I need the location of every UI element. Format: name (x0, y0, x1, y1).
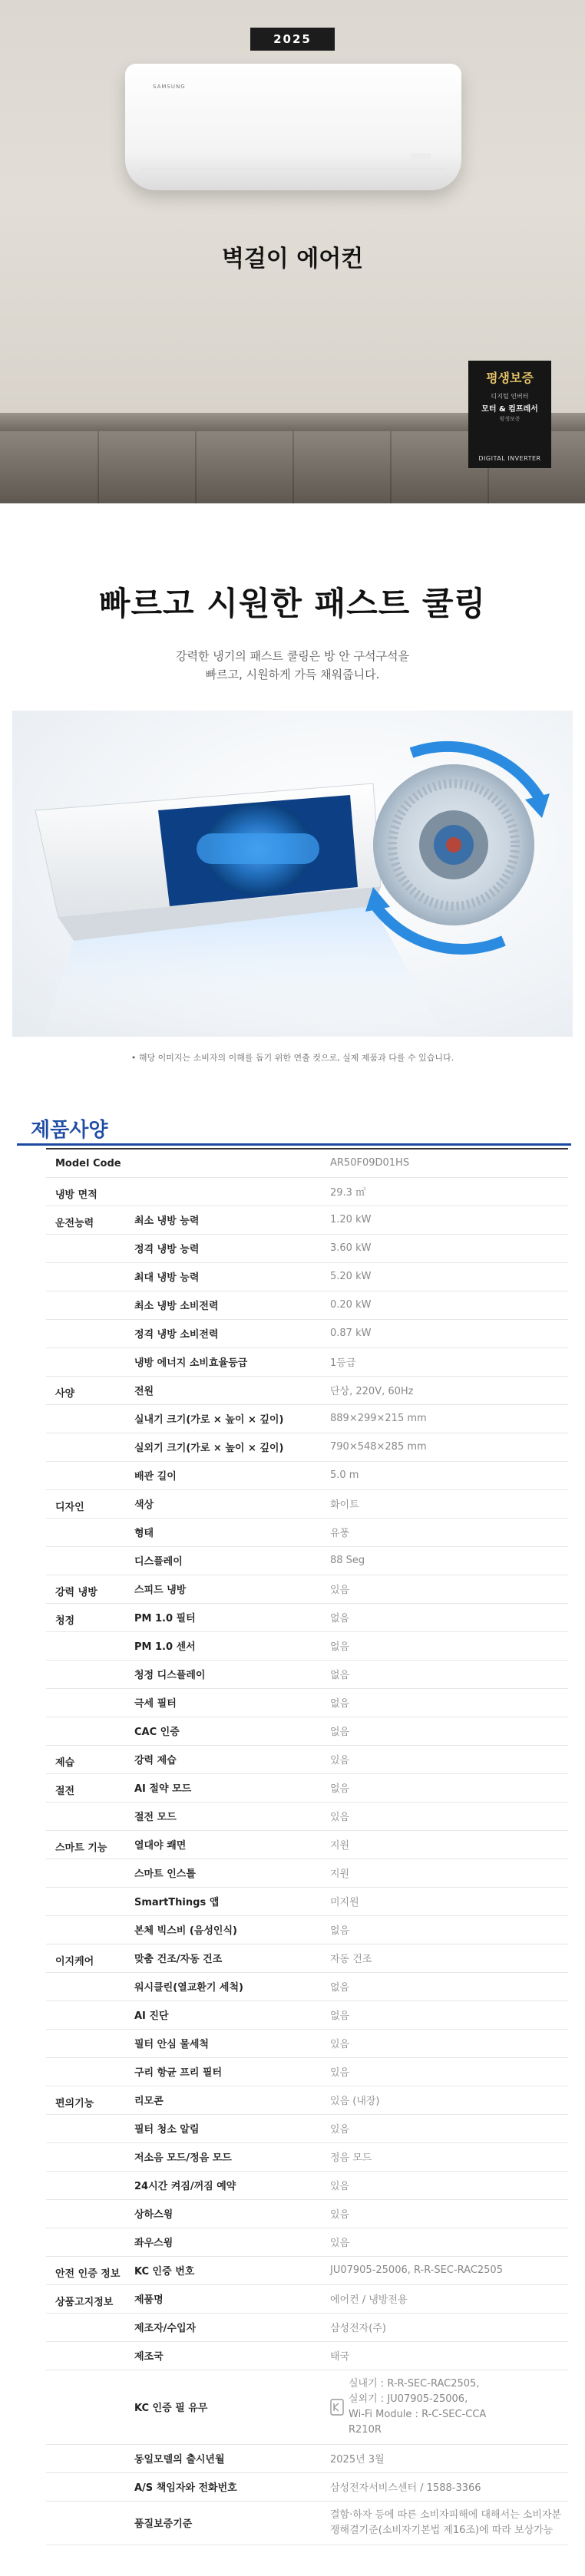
spec-group-label (46, 1404, 134, 1433)
spec-value: 있음 (330, 1745, 568, 1773)
spec-value: 지원 (330, 1859, 568, 1887)
spec-row (46, 2444, 568, 2472)
badge-line3: 평생보증 (499, 416, 521, 422)
spec-item-label: 구리 항균 프리 필터 (134, 2057, 330, 2086)
air-conditioner-unit-image (125, 64, 461, 190)
spec-value: 지원 (330, 1830, 568, 1859)
spec-value: 3.60 kW (330, 1234, 568, 1262)
spec-item-label: 워시클린(열교환기 세척) (134, 1972, 330, 2000)
spec-group-label (46, 1631, 134, 1660)
spec-row (46, 1603, 568, 1631)
spec-header (0, 1064, 585, 1148)
image-disclaimer: • 해당 이미지는 소비자의 이해를 돕기 위한 연출 컷으로, 실제 제품과 다를 수 있습니다. (131, 1053, 454, 1063)
spec-value: 있음 (330, 2228, 568, 2256)
spec-section (0, 1064, 585, 2576)
spec-value: 있음 (330, 2171, 568, 2199)
spec-value: 2025년 3월 (330, 2444, 568, 2472)
spec-item-label: A/S 책임자와 전화번호 (134, 2472, 330, 2501)
spec-row (46, 2341, 568, 2370)
spec-row (46, 1802, 568, 1830)
spec-row (46, 1745, 568, 1773)
spec-row (46, 1660, 568, 1688)
spec-row (46, 1291, 568, 1319)
spec-group-label (46, 2000, 134, 2029)
spec-item-label: 품질보증기준 (134, 2501, 330, 2545)
spec-row (46, 1489, 568, 1518)
spec-item-label: 제조국 (134, 2341, 330, 2370)
spec-group-label (46, 1660, 134, 1688)
spec-item-label: 실내기 크기(가로 × 높이 × 깊이) (134, 1404, 330, 1433)
spec-row (46, 1461, 568, 1489)
spec-row (46, 1347, 568, 1376)
spec-row (46, 2114, 568, 2142)
spec-value: 유풍 (330, 1518, 568, 1546)
spec-group-label (46, 2313, 134, 2341)
spec-item-label: 냉방 에너지 소비효율등급 (134, 1347, 330, 1376)
spec-row (46, 2171, 568, 2199)
spec-group-label (46, 1234, 134, 1262)
spec-item-label: 상하스윙 (134, 2199, 330, 2228)
spec-row (46, 1149, 568, 1177)
spec-value: 없음 (330, 1972, 568, 2000)
fast-cooling-section (0, 503, 585, 1064)
spec-value: 없음 (330, 1717, 568, 1745)
spec-row (46, 1575, 568, 1603)
spec-value: 삼성전자(주) (330, 2313, 568, 2341)
spec-item-label: AI 절약 모드 (134, 1773, 330, 1802)
spec-group-label: 제습 (46, 1745, 134, 1773)
spec-row (46, 2228, 568, 2256)
spec-row (46, 2370, 568, 2444)
spec-group-label (46, 1717, 134, 1745)
spec-group-label: 스마트 기능 (46, 1830, 134, 1859)
spec-item-label: 제품명 (134, 2284, 330, 2313)
spec-item-label: 좌우스윙 (134, 2228, 330, 2256)
spec-row (46, 2284, 568, 2313)
spec-title: 제품사양 (31, 1119, 108, 1142)
spec-value: 88 Seg (330, 1546, 568, 1575)
spec-group-label (46, 2444, 134, 2472)
spec-item-label: AI 진단 (134, 2000, 330, 2029)
spec-group-label: 절전 (46, 1773, 134, 1802)
spec-value: 없음 (330, 1631, 568, 1660)
kc-mark-icon (330, 2399, 344, 2416)
spec-row (46, 1319, 568, 1347)
spec-item-label: 디스플레이 (134, 1546, 330, 1575)
spec-row (46, 1518, 568, 1546)
fast-cooling-illustration (12, 711, 573, 1037)
spec-item-label: 정격 냉방 소비전력 (134, 1319, 330, 1347)
spec-row (46, 1262, 568, 1291)
spec-item-label: 배관 길이 (134, 1461, 330, 1489)
spec-group-label (46, 2501, 134, 2545)
spec-item-label (134, 1149, 330, 1177)
spec-value: 0.20 kW (330, 1291, 568, 1319)
spec-row (46, 2199, 568, 2228)
fast-cooling-image (12, 711, 573, 1037)
spec-group-label: Model Code (46, 1149, 134, 1177)
spec-value: 화이트 (330, 1489, 568, 1518)
spec-item-label: 저소음 모드/정음 모드 (134, 2142, 330, 2171)
spec-item-label (134, 1177, 330, 1206)
lifetime-warranty-badge (468, 361, 551, 468)
hero-banner (0, 0, 585, 503)
spec-row (46, 1830, 568, 1859)
spec-row (46, 1376, 568, 1404)
spec-row (46, 2000, 568, 2029)
spec-group-label (46, 2199, 134, 2228)
spec-group-label (46, 2341, 134, 2370)
spec-value: 있음 (330, 2057, 568, 2086)
spec-item-label: 24시간 켜짐/꺼짐 예약 (134, 2171, 330, 2199)
spec-item-label: 전원 (134, 1376, 330, 1404)
spec-group-label (46, 1887, 134, 1915)
spec-value: JU07905-25006, R-R-SEC-RAC2505 (330, 2256, 568, 2284)
spec-group-label (46, 2472, 134, 2501)
spec-value: 단상, 220V, 60Hz (330, 1376, 568, 1404)
spec-row (46, 1944, 568, 1972)
spec-row (46, 1631, 568, 1660)
spec-group-label (46, 1291, 134, 1319)
spec-row (46, 2029, 568, 2057)
fast-cooling-title: 빠르고 시원한 패스트 쿨링 (98, 585, 487, 622)
spec-item-label: 스마트 인스톨 (134, 1859, 330, 1887)
spec-item-label: 열대야 쾌면 (134, 1830, 330, 1859)
spec-group-label (46, 1802, 134, 1830)
spec-value: 5.20 kW (330, 1262, 568, 1291)
spec-item-label: KC 인증 필 유무 (134, 2370, 330, 2444)
spec-row (46, 2501, 568, 2545)
year-badge: 2025 (250, 28, 335, 51)
spec-item-label: 맞춤 건조/자동 건조 (134, 1944, 330, 1972)
spec-value: 있음 (330, 2199, 568, 2228)
spec-row (46, 1433, 568, 1461)
spec-row (46, 1206, 568, 1234)
spec-table (46, 1148, 568, 2545)
spec-item-label: 필터 안심 물세척 (134, 2029, 330, 2057)
spec-value: 삼성전자서비스센터 / 1588-3366 (330, 2472, 568, 2501)
spec-group-label (46, 1433, 134, 1461)
spec-item-label: 필터 청소 알림 (134, 2114, 330, 2142)
spec-group-label: 이지케어 (46, 1944, 134, 1972)
spec-group-label: 사양 (46, 1376, 134, 1404)
fast-cooling-desc-2: 빠르고, 시원하게 가득 채워줍니다. (205, 668, 380, 681)
spec-row (46, 1915, 568, 1944)
kc-line: Wi-Fi Module : R-C-SEC-CCA (349, 2408, 487, 2420)
spec-group-label: 강력 냉방 (46, 1575, 134, 1603)
kc-line: 실외기 : JU07905-25006, (349, 2393, 468, 2405)
spec-item-label: 최대 냉방 능력 (134, 1262, 330, 1291)
spec-value: 있음 (330, 2029, 568, 2057)
spec-group-label: 상품고지정보 (46, 2284, 134, 2313)
kc-line: 실내기 : R-R-SEC-RAC2505, (349, 2377, 480, 2390)
spec-item-label: CAC 인증 (134, 1717, 330, 1745)
spec-row (46, 1717, 568, 1745)
spec-group-label: 청정 (46, 1603, 134, 1631)
spec-value: 790×548×285 mm (330, 1433, 568, 1461)
spec-title-rule (17, 1143, 571, 1146)
fast-cooling-desc-1: 강력한 냉기의 패스트 쿨링은 방 안 구석구석을 (176, 649, 409, 663)
spec-value: 있음 (330, 2114, 568, 2142)
spec-group-label (46, 1688, 134, 1717)
spec-item-label: 최소 냉방 소비전력 (134, 1291, 330, 1319)
spec-row (46, 1404, 568, 1433)
spec-item-label: 동일모델의 출시년월 (134, 2444, 330, 2472)
spec-value: 없음 (330, 1660, 568, 1688)
spec-row (46, 1773, 568, 1802)
spec-value: 889×299×215 mm (330, 1404, 568, 1433)
spec-group-label (46, 1347, 134, 1376)
spec-value: AR50F09D01HS (330, 1149, 568, 1177)
spec-item-label: KC 인증 번호 (134, 2256, 330, 2284)
spec-group-label: 디자인 (46, 1489, 134, 1518)
spec-value: 없음 (330, 1688, 568, 1717)
spec-group-label: 운전능력 (46, 1206, 134, 1234)
display-window (411, 153, 431, 160)
spec-row (46, 2256, 568, 2284)
spec-value: 5.0 m (330, 1461, 568, 1489)
spec-row (46, 2313, 568, 2341)
spec-group-label (46, 1461, 134, 1489)
spec-group-label (46, 1915, 134, 1944)
vent-slit (140, 168, 446, 170)
spec-value: 태국 (330, 2341, 568, 2370)
spec-row (46, 1688, 568, 1717)
spec-value: 29.3 ㎡ (330, 1177, 568, 1206)
spec-value: 결함·하자 등에 따른 소비자피해에 대해서는 소비자분쟁해결기준(소비자기본법 제16조)에 따라 보상가능 (330, 2501, 568, 2545)
spec-value: 에어컨 / 냉방전용 (330, 2284, 568, 2313)
spec-group-label (46, 1972, 134, 2000)
spec-group-label (46, 2171, 134, 2199)
spec-group-label (46, 2142, 134, 2171)
spec-item-label: 형태 (134, 1518, 330, 1546)
kc-line: R210R (349, 2423, 382, 2436)
spec-item-label: 최소 냉방 능력 (134, 1206, 330, 1234)
spec-value: 없음 (330, 1603, 568, 1631)
spec-item-label: 색상 (134, 1489, 330, 1518)
spec-group-label: 안전 인증 정보 (46, 2256, 134, 2284)
badge-line2: 모터 & 컴프레서 (481, 405, 538, 414)
spec-item-label: 본체 빅스비 (음성인식) (134, 1915, 330, 1944)
spec-group-label: 냉방 면적 (46, 1177, 134, 1206)
spec-row (46, 2142, 568, 2171)
spec-item-label: 제조자/수입자 (134, 2313, 330, 2341)
spec-value: 없음 (330, 1915, 568, 1944)
spec-item-label: 절전 모드 (134, 1802, 330, 1830)
spec-row (46, 2472, 568, 2501)
spec-value: 없음 (330, 1773, 568, 1802)
spec-value: 없음 (330, 2000, 568, 2029)
spec-group-label: 편의기능 (46, 2086, 134, 2114)
spec-row (46, 2057, 568, 2086)
spec-group-label (46, 1859, 134, 1887)
spec-group-label (46, 1546, 134, 1575)
spec-value: 1.20 kW (330, 1206, 568, 1234)
spec-group-label (46, 1319, 134, 1347)
spec-value: 자동 건조 (330, 1944, 568, 1972)
spec-group-label (46, 2029, 134, 2057)
spec-group-label (46, 2228, 134, 2256)
spec-item-label: 정격 냉방 능력 (134, 1234, 330, 1262)
spec-row (46, 1177, 568, 1206)
spec-group-label (46, 2114, 134, 2142)
spec-item-label: PM 1.0 센서 (134, 1631, 330, 1660)
spec-item-label: 리모콘 (134, 2086, 330, 2114)
spec-value: 있음 (내장) (330, 2086, 568, 2114)
spec-item-label: SmartThings 앱 (134, 1887, 330, 1915)
spec-row (46, 1546, 568, 1575)
spec-group-label (46, 1518, 134, 1546)
badge-line1: 디지털 인버터 (491, 393, 529, 400)
spec-group-label (46, 2370, 134, 2444)
spec-value: 정음 모드 (330, 2142, 568, 2171)
spec-row (46, 1859, 568, 1887)
spec-group-label (46, 2057, 134, 2086)
spec-value: 0.87 kW (330, 1319, 568, 1347)
spec-value: 있음 (330, 1575, 568, 1603)
hero-title: 벽걸이 에어컨 (221, 246, 364, 272)
spec-item-label: 스피드 냉방 (134, 1575, 330, 1603)
spec-group-label (46, 1262, 134, 1291)
spec-item-label: 청정 디스플레이 (134, 1660, 330, 1688)
spec-value (330, 2370, 568, 2444)
spec-item-label: PM 1.0 필터 (134, 1603, 330, 1631)
spec-value: 있음 (330, 1802, 568, 1830)
spec-item-label: 극세 필터 (134, 1688, 330, 1717)
spec-value: 미지원 (330, 1887, 568, 1915)
spec-row (46, 1234, 568, 1262)
brand-logo: SAMSUNG (153, 84, 186, 90)
spec-item-label: 실외기 크기(가로 × 높이 × 깊이) (134, 1433, 330, 1461)
badge-title: 평생보증 (486, 371, 534, 385)
spec-row (46, 1972, 568, 2000)
spec-row (46, 2086, 568, 2114)
spec-row (46, 1887, 568, 1915)
spec-item-label: 강력 제습 (134, 1745, 330, 1773)
spec-value: 1등급 (330, 1347, 568, 1376)
badge-footer: DIGITAL INVERTER (478, 455, 541, 462)
